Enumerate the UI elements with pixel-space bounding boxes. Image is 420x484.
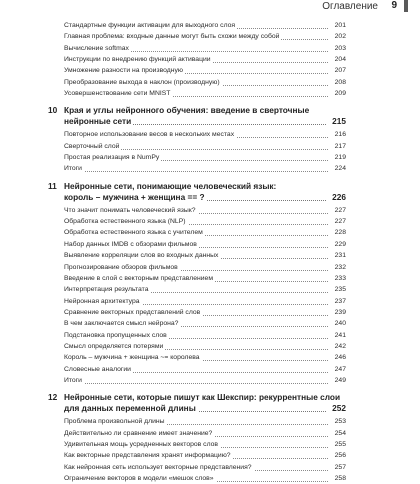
toc-entry[interactable] — [64, 473, 346, 484]
chapter-number: 10 — [48, 105, 58, 116]
header-edge-bar — [404, 0, 408, 12]
toc-entry-page: 239 — [333, 307, 346, 318]
toc-entry-page: 254 — [333, 428, 346, 439]
toc-entry[interactable] — [64, 296, 346, 307]
chapter-number: 11 — [48, 180, 57, 191]
toc-entry-page: 202 — [333, 31, 346, 42]
toc-entry-title: Удивительная мощь усредненных векторов слов — [64, 440, 219, 448]
chapter-12-heading[interactable] — [48, 392, 346, 414]
toc-entry-title: Смысл определяется потерями — [64, 342, 164, 350]
toc-entry[interactable] — [64, 239, 346, 250]
chapter-title-line1: Края и углы нейронного обучения: введение в сверточные — [64, 105, 310, 116]
toc-entry-page: 219 — [333, 152, 346, 163]
toc-entry[interactable] — [64, 205, 346, 216]
toc-entry-title: Проблема произвольной длины — [64, 418, 165, 426]
toc-entry-page: 227 — [333, 205, 346, 216]
toc-entry-title: Умножение разности на производную — [64, 67, 183, 75]
toc-entry-title: Действительно ли сравнение имеет значение? — [64, 429, 213, 437]
toc-entry-page: 232 — [333, 262, 346, 273]
toc-entry[interactable] — [64, 375, 346, 386]
toc-entry-page: 247 — [333, 364, 346, 375]
toc-entry-page: 208 — [333, 77, 346, 88]
table-of-contents — [48, 20, 346, 484]
toc-entry[interactable] — [64, 163, 346, 174]
toc-entry-title: Словесные аналогии — [64, 365, 131, 373]
toc-entry-title: Обработка естественного языка (NLP) — [64, 218, 186, 226]
toc-entry-title: Что значит понимать человеческий язык? — [64, 206, 196, 214]
toc-entry-page: 240 — [333, 318, 346, 329]
page-number: 9 — [391, 0, 397, 11]
toc-entry[interactable] — [64, 77, 346, 88]
chapter-title-line2: нейронные сети — [64, 116, 132, 127]
toc-entry-page: 249 — [333, 375, 346, 386]
toc-entry[interactable] — [64, 216, 346, 227]
toc-entry[interactable] — [64, 416, 346, 427]
toc-entry[interactable] — [64, 262, 346, 273]
toc-entry[interactable] — [64, 307, 346, 318]
toc-entry-title: Как векторные представления хранят информацию? — [64, 452, 231, 460]
running-header — [0, 0, 420, 14]
toc-entry[interactable] — [64, 31, 346, 42]
toc-entry[interactable] — [64, 428, 346, 439]
toc-entry[interactable] — [64, 439, 346, 450]
toc-entry-title: Обработка естественного языка с учителем — [64, 229, 203, 237]
toc-entry[interactable] — [64, 364, 346, 375]
toc-entry[interactable] — [64, 462, 346, 473]
toc-entry-title: Введение в слой с векторным представлением — [64, 274, 213, 282]
toc-entry-page: 203 — [333, 43, 346, 54]
toc-entry-title: Итоги — [64, 165, 82, 173]
toc-entry-title: Ограничение векторов в модели «мешок слов» — [64, 475, 214, 482]
toc-entry-title: Как нейронная сеть использует векторные представления? — [64, 463, 252, 471]
toc-entry[interactable] — [64, 54, 346, 65]
toc-entry-title: Нейронная архитектура — [64, 297, 140, 305]
toc-entry-page: 233 — [333, 273, 346, 284]
toc-entry-title: Простая реализация в NumPy — [64, 154, 160, 162]
toc-entry-title: Прогнозирование обзоров фильмов — [64, 263, 178, 271]
toc-entry-page: 229 — [333, 239, 346, 250]
toc-entry-page: 227 — [333, 216, 346, 227]
toc-entry[interactable] — [64, 227, 346, 238]
toc-entry[interactable] — [64, 341, 346, 352]
chapter-page: 215 — [332, 116, 346, 127]
running-header-title: Оглавление — [322, 1, 378, 12]
toc-entry-page: 231 — [333, 250, 346, 261]
toc-entry-page: 256 — [333, 450, 346, 461]
toc-entry-title: Вычисление softmax — [64, 44, 129, 52]
toc-entry-page: 246 — [333, 352, 346, 363]
toc-entry-page: 207 — [333, 65, 346, 76]
toc-entry-page: 242 — [333, 341, 346, 352]
toc-entry-title: Стандартные функции активации для выходного слоя — [64, 22, 236, 29]
toc-entry[interactable] — [64, 273, 346, 284]
toc-entry-title: Итоги — [64, 376, 82, 384]
toc-entry-title: Подстановка пропущенных слов — [64, 331, 167, 339]
chapter-title-line1: Нейронные сети, которые пишут как Шекспир: рекуррентные слои — [64, 392, 341, 403]
toc-entry-page: 255 — [333, 439, 346, 450]
toc-entry-page: 224 — [333, 163, 346, 174]
toc-entry[interactable] — [64, 352, 346, 363]
chapter-title-line2: для данных переменной длины — [64, 403, 196, 414]
toc-entry[interactable] — [64, 330, 346, 341]
chapter-page: 226 — [332, 191, 346, 202]
toc-entry[interactable] — [64, 43, 346, 54]
toc-entry[interactable] — [64, 141, 346, 152]
toc-entry[interactable] — [64, 250, 346, 261]
toc-entry-page: 216 — [333, 129, 346, 140]
toc-entry[interactable] — [64, 284, 346, 295]
toc-entry-page: 228 — [333, 227, 346, 238]
chapter-title-line2: король – мужчина + женщина == ? — [64, 191, 205, 202]
toc-entry-title: Инструкции по внедрению функций активации — [64, 56, 211, 64]
chapter-11-heading[interactable] — [48, 180, 346, 203]
toc-entry-page: 217 — [333, 141, 346, 152]
chapter-10-heading[interactable] — [48, 105, 346, 127]
toc-entry-page: 253 — [333, 416, 346, 427]
toc-entry-page: 204 — [333, 54, 346, 65]
toc-entry-title: Усовершенствование сети MNIST — [64, 90, 171, 98]
toc-entry-title: Повторное использование весов в нескольких местах — [64, 131, 235, 139]
toc-entry[interactable] — [64, 152, 346, 163]
toc-entry[interactable] — [64, 318, 346, 329]
chapter-number: 12 — [48, 392, 58, 403]
chapter-title-line1: Нейронные сети, понимающие человеческий язык: — [64, 180, 277, 191]
toc-entry-page: 258 — [333, 473, 346, 484]
toc-entry-page: 235 — [333, 284, 346, 295]
toc-entry-title: Главная проблема: входные данные могут быть схожи между собой — [64, 33, 280, 41]
chapter-page: 252 — [332, 403, 346, 414]
toc-entry[interactable] — [64, 88, 346, 99]
toc-entry-title: В чем заключается смысл нейрона? — [64, 320, 179, 328]
toc-entry-title: Сравнение векторных представлений слов — [64, 308, 201, 316]
toc-entry[interactable] — [64, 450, 346, 461]
toc-entry-title: Король – мужчина + женщина ~= королева — [64, 354, 200, 362]
toc-entry-page: 241 — [333, 330, 346, 341]
toc-entry[interactable] — [64, 129, 346, 140]
toc-entry[interactable] — [64, 65, 346, 76]
toc-entry-page: 201 — [333, 20, 346, 31]
toc-entry-title: Сверточный слой — [64, 142, 120, 150]
toc-entry-page: 237 — [333, 296, 346, 307]
toc-entry-page: 257 — [333, 462, 346, 473]
toc-entry-title: Набор данных IMDB с обзорами фильмов — [64, 240, 197, 248]
toc-entry-page: 209 — [333, 88, 346, 99]
toc-entry-title: Интерпретация результата — [64, 286, 149, 294]
toc-entry-title: Выявление корреляции слов во входных данных — [64, 252, 219, 260]
toc-entry-title: Преобразование выхода в наклон (производную) — [64, 78, 220, 86]
toc-entry[interactable] — [64, 20, 346, 31]
